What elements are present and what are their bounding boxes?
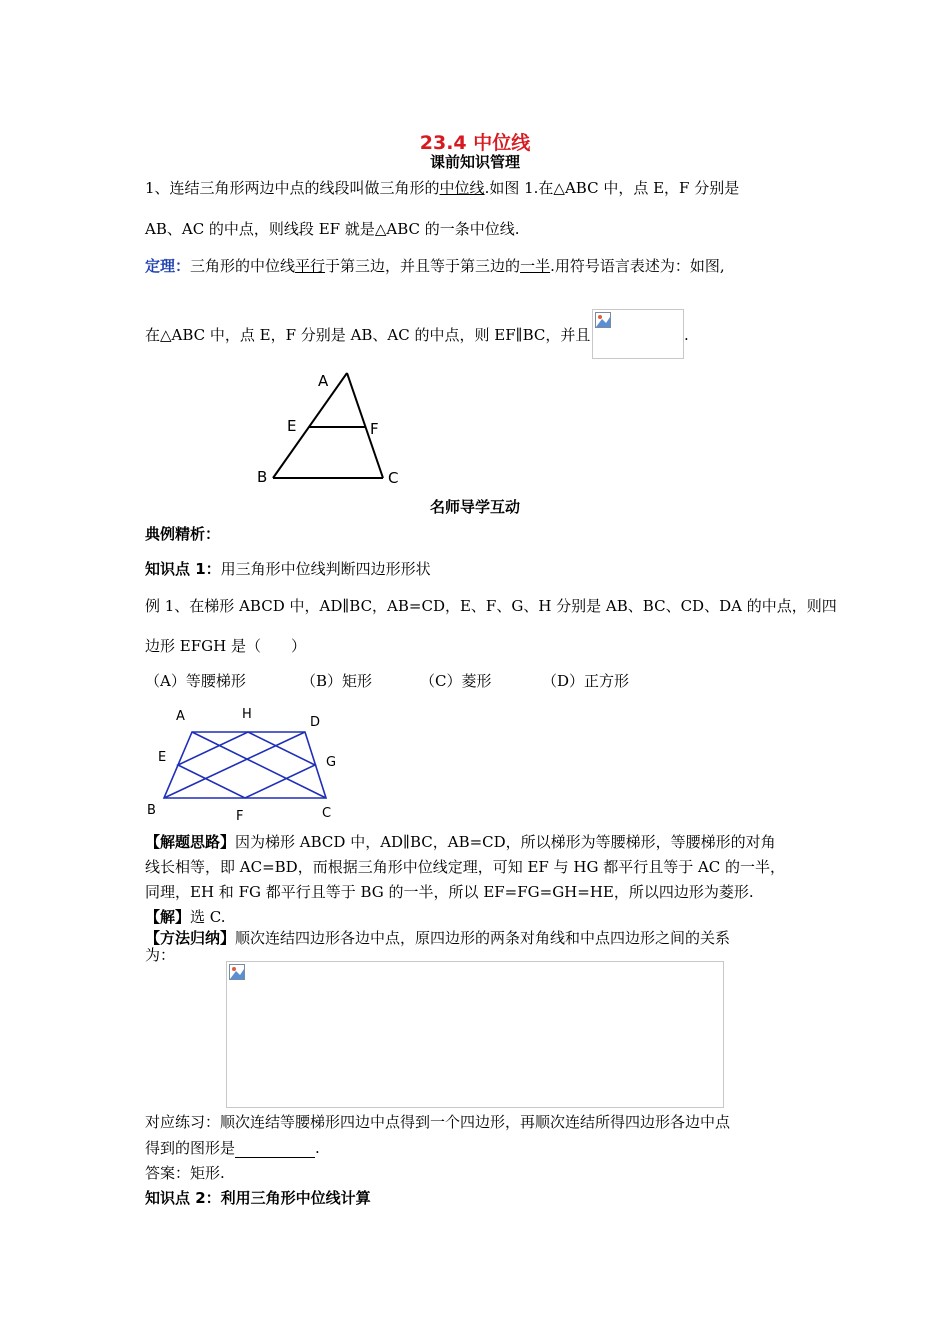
option-d: （D）正方形 [542, 672, 630, 690]
trapezoid-lines [164, 732, 326, 798]
knowledge-point-2: 知识点 2：利用三角形中位线计算 [145, 1189, 371, 1207]
text: 1、连结三角形两边中点的线段叫做三角形的 [145, 179, 440, 197]
method-line-2: 为： [145, 946, 176, 964]
label-a: A [318, 372, 329, 390]
paragraph-theorem [145, 256, 725, 276]
kp1-label: 知识点 1： [145, 560, 221, 578]
solution-line-1 [145, 832, 776, 852]
method-image-placeholder [226, 961, 724, 1108]
paragraph-definition-cont: AB、AC 的中点，则线段 EF 就是△ABC 的一条中位线. [145, 220, 520, 238]
option-a: （A）等腰梯形 [145, 672, 246, 690]
label-b: B [147, 803, 156, 818]
label-h: H [242, 707, 252, 722]
practice-line-1: 对应练习：顺次连结等腰梯形四边中点得到一个四边形，再顺次连结所得四边形各边中点 [145, 1113, 731, 1131]
term-half: 一半 [520, 257, 551, 275]
answer-text: 选 C. [190, 908, 226, 926]
knowledge-point-1 [145, 559, 431, 579]
paragraph-theorem-symbolic: 在△ABC 中，点 E，F 分别是 AB、AC 的中点，则 EF∥BC，并且 [145, 326, 591, 344]
term-parallel: 平行 [295, 257, 326, 275]
section-heading-pre-class: 课前知识管理 [429, 153, 520, 171]
text: . [315, 1139, 320, 1157]
broken-image-icon [229, 964, 245, 980]
practice-line-2 [145, 1138, 320, 1158]
label-e: E [287, 417, 297, 435]
solution-line-2: 线长相等，即 AC=BD，而根据三角形中位线定理，可知 EF 与 HG 都平行且等于 AC 的一半， [145, 858, 786, 876]
theorem-label: 定理： [145, 257, 191, 275]
section-heading-guided: 名师导学互动 [429, 498, 520, 516]
triangle-figure [250, 366, 420, 490]
examples-label: 典例精析： [145, 525, 221, 543]
answer-blank[interactable] [235, 1141, 315, 1158]
text: 三角形的中位线 [190, 257, 296, 275]
method-line-1 [145, 928, 730, 948]
side-ab [273, 373, 347, 478]
example-1-line-2: 边形 EFGH 是（ ） [145, 637, 306, 655]
label-c: C [322, 806, 332, 821]
label-a: A [176, 709, 185, 724]
label-b: B [257, 468, 268, 486]
paragraph-definition [145, 178, 739, 198]
text: 于第三边，并且等于第三边的 [325, 257, 521, 275]
term-midline: 中位线 [439, 179, 485, 197]
trapezoid-abcd [164, 732, 326, 798]
solution-line-3: 同理，EH 和 FG 都平行且等于 BG 的一半，所以 EF=FG=GH=HE，所以四边形为菱形. [145, 883, 754, 901]
text: 得到的图形是 [145, 1139, 236, 1157]
example-1-line-1: 例 1、在梯形 ABCD 中，AD∥BC，AB=CD，E、F、G、H 分别是 AB、BC、CD、DA 的中点，则四 [145, 597, 837, 615]
option-c: （C）菱形 [420, 672, 492, 690]
answer-line [145, 907, 226, 927]
diagonal-ac [192, 732, 326, 798]
label-g: G [326, 755, 337, 770]
broken-image-icon [595, 312, 611, 328]
label-c: C [388, 469, 399, 487]
kp1-text: 用三角形中位线判断四边形形状 [220, 560, 431, 578]
method-label: 【方法归纳】 [145, 929, 236, 947]
practice-answer: 答案：矩形. [145, 1164, 225, 1182]
diagonal-bd [164, 732, 305, 798]
trapezoid-figure [140, 700, 350, 824]
text: 顺次连结四边形各边中点，原四边形的两条对角线和中点四边形之间的关系 [235, 929, 731, 947]
period: . [684, 326, 689, 344]
label-e: E [158, 750, 167, 765]
solution-label: 【解题思路】 [145, 833, 236, 851]
label-f: F [236, 809, 244, 824]
rhombus-efgh [178, 732, 315, 798]
option-b: （B）矩形 [301, 672, 373, 690]
text: .如图 1.在△ABC 中，点 E，F 分别是 [484, 179, 740, 197]
text: .用符号语言表述为：如图, [550, 257, 725, 275]
text: 因为梯形 ABCD 中，AD∥BC，AB=CD，所以梯形为等腰梯形，等腰梯形的对角 [235, 833, 776, 851]
label-d: D [310, 715, 321, 730]
page-title: 23.4 中位线 [419, 132, 531, 154]
label-f: F [370, 420, 379, 438]
formula-image-placeholder [592, 309, 684, 359]
answer-label: 【解】 [145, 908, 191, 926]
